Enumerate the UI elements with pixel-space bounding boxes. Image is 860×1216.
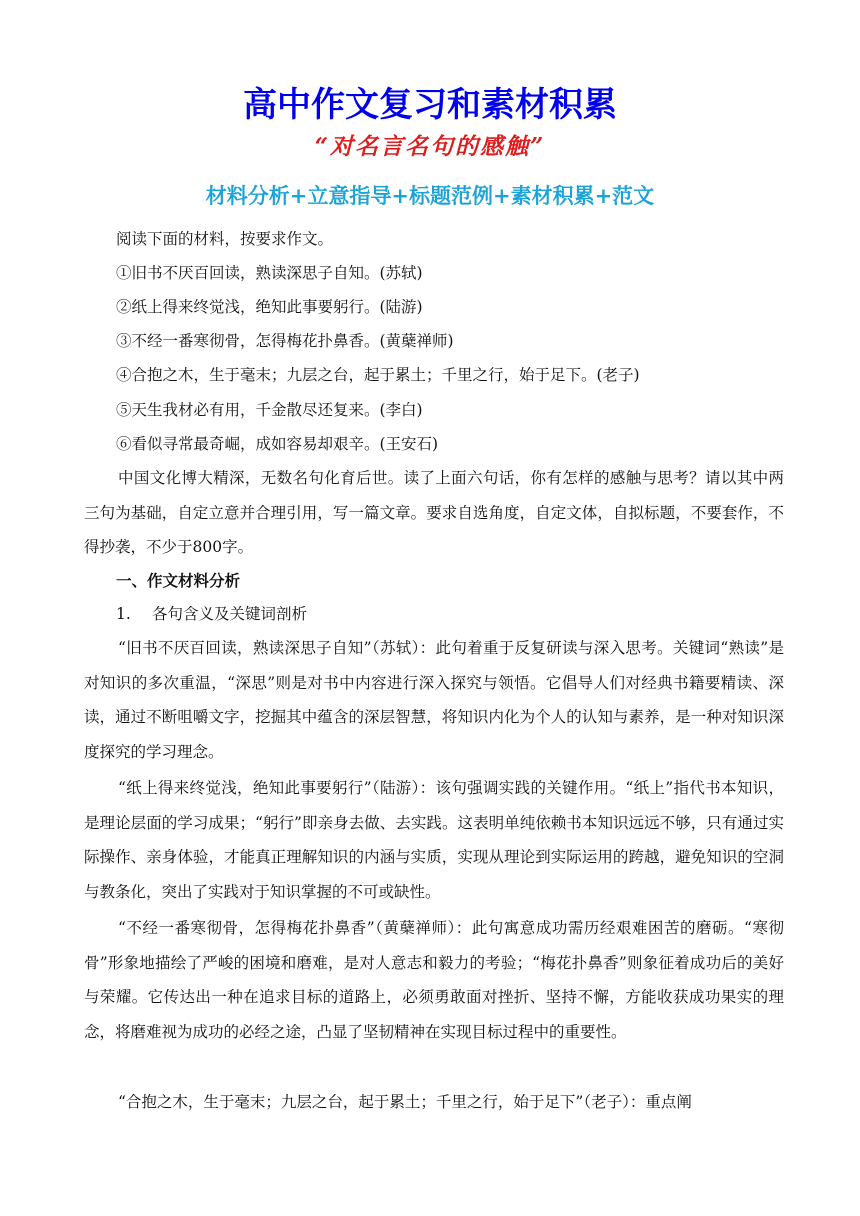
quote-1: ①旧书不厌百回读，熟读深思子自知。(苏轼) [116, 264, 423, 282]
analysis-paragraph-4: “合抱之木，生于毫末；九层之台，起于累土；千里之行，始于足下”（老子）：重点阐 [118, 1093, 692, 1111]
task-paragraph: 中国文化博大精深，无数名句化育后世。读了上面六句话，你有怎样的感触与思考？请以其中两三句为基础，自定立意并合理引用，写一篇文章。要求自选角度，自定文体，自拟标题，不要套作，不得抄袭，不少于800字。 [84, 469, 784, 556]
document-title: 高中作文复习和素材积累 [243, 85, 617, 125]
quote-5: ⑤天生我材必有用，千金散尽还复来。(李白) [116, 401, 423, 419]
quote-2: ②纸上得来终觉浅，绝知此事要躬行。(陆游) [116, 298, 423, 316]
analysis-paragraph-2: “纸上得来终觉浅，绝知此事要躬行”（陆游）：该句强调实践的关键作用。“纸上”指代书本知识，是理论层面的学习成果；“躬行”即亲身去做、去实践。这表明单纯依赖书本知识远远不够，只有通过实际操作、亲身体验，才能真正理解知识的内涵与实质，实现从理论到实际运用的跨越，避免知识的空洞与教条化，突出了实践对于知识掌握的不可或缺性。 [84, 779, 784, 901]
section-heading: 一、作文材料分析 [116, 572, 241, 590]
document-subtitle: “对名言名句的感触” [314, 133, 546, 160]
subsection-label: 各句含义及关键词剖析 [152, 605, 308, 623]
quote-3: ③不经一番寒彻骨，怎得梅花扑鼻香。(黄蘖禅师) [116, 332, 454, 350]
subsection-title [116, 603, 307, 625]
prompt-intro: 阅读下面的材料，按要求作文。 [116, 230, 334, 248]
quote-6: ⑥看似寻常最奇崛，成如容易却艰辛。(王安石) [116, 435, 439, 453]
quote-4: ④合抱之木，生于毫末；九层之台，起于累土；千里之行，始于足下。(老子) [116, 366, 640, 384]
content-banner: 材料分析+立意指导+标题范例+素材积累+范文 [205, 183, 655, 208]
subsection-number: 1. [116, 605, 131, 623]
analysis-paragraph-3: “不经一番寒彻骨，怎得梅花扑鼻香”（黄蘖禅师）：此句寓意成功需历经艰难困苦的磨砺。“寒彻骨”形象地描绘了严峻的困境和磨难，是对人意志和毅力的考验；“梅花扑鼻香”则象征着成功后的美好与荣耀。它传达出一种在追求目标的道路上，必须勇敢面对挫折、坚持不懈，方能收获成功果实的理念，将磨难视为成功的必经之途，凸显了坚韧精神在实现目标过程中的重要性。 [84, 919, 784, 1041]
analysis-paragraph-1: “旧书不厌百回读，熟读深思子自知”（苏轼）：此句着重于反复研读与深入思考。关键词“熟读”是对知识的多次重温，“深思”则是对书中内容进行深入探究与领悟。它倡导人们对经典书籍要精读、深读，通过不断咀嚼文字，挖掘其中蕴含的深层智慧，将知识内化为个人的认知与素养，是一种对知识深度探究的学习理念。 [84, 639, 784, 761]
